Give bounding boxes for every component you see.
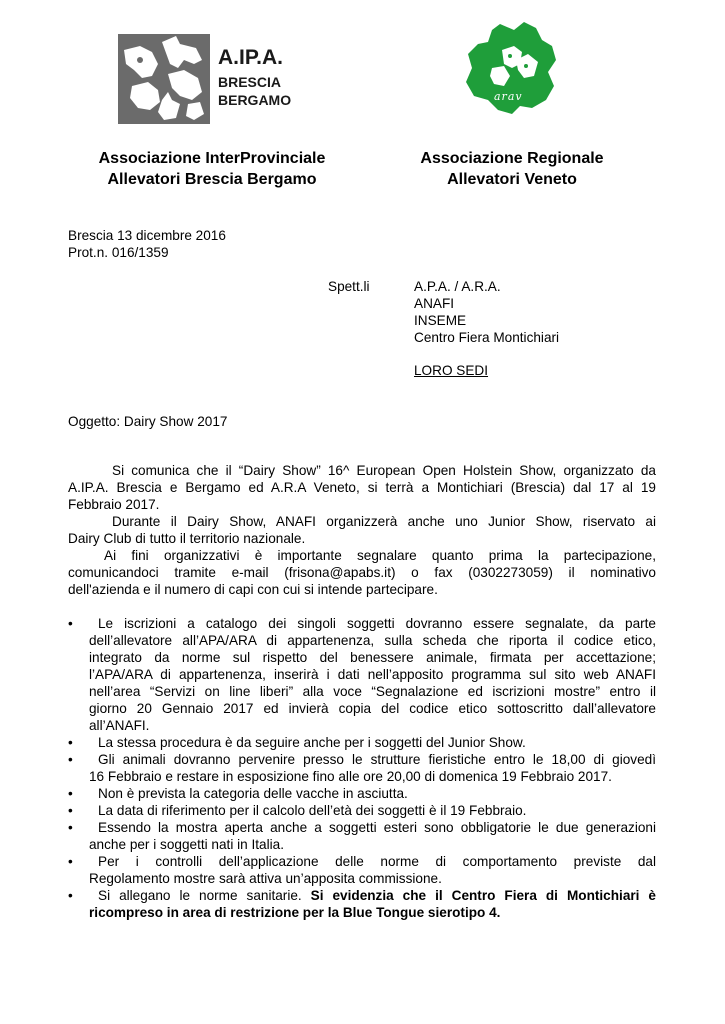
bullet-8-line-1: [98, 887, 656, 904]
recipient-3: INSEME: [414, 313, 467, 328]
bullet-icon: •: [68, 752, 73, 767]
recipient-4: Centro Fiera Montichiari: [414, 330, 560, 345]
paragraph-3-line-1: Ai fini organizzativi è importante segnalare quanto prima la partecipazione,: [104, 548, 656, 563]
recipient-1: A.P.A. / A.R.A.: [414, 279, 501, 294]
org-left-heading: [70, 148, 354, 190]
bullet-icon: •: [68, 735, 73, 750]
recipients-label: Spett.li: [328, 279, 370, 294]
paragraph-1-line-2: A.IP.A. Brescia e Bergamo ed A.R.A Veneto, si terrà a Montichiari (Brescia) dal 17 al 19: [68, 480, 656, 495]
bullet-icon: •: [68, 616, 73, 631]
paragraph-2-line-1: Durante il Dairy Show, ANAFI organizzerà anche uno Junior Show, riservato ai: [112, 514, 656, 529]
recipient-2: ANAFI: [414, 296, 455, 311]
arav-logo-text: arav: [494, 90, 523, 103]
org-left-line1: Associazione InterProvinciale: [98, 150, 326, 167]
aipa-logo-line3: BERGAMO: [218, 92, 292, 108]
bullet-3-line-1: Gli animali dovranno pervenire presso le strutture fieristiche entro le 18,00 di giovedì: [98, 752, 656, 767]
bullet-4-line-1: Non è prevista la categoria delle vacche in asciutta.: [98, 786, 408, 801]
bullet-8-line-2: [89, 904, 500, 921]
bullet-5-line-1: La data di riferimento per il calcolo dell’età dei soggetti è il 19 Febbraio.: [98, 803, 527, 818]
letter-date: Brescia 13 dicembre 2016: [68, 228, 226, 243]
bullet-7-line-1: Per i controlli dell’applicazione delle norme di comportamento previste dal: [98, 854, 656, 869]
aipa-logo-line2: BRESCIA: [218, 74, 282, 90]
animals-logo-icon: [118, 34, 210, 124]
bullet-icon: •: [68, 803, 73, 818]
loro-sedi: LORO SEDI: [414, 363, 489, 378]
bullet-6-line-2: anche per i soggetti nati in Italia.: [89, 837, 284, 852]
paragraph-2-line-2: Dairy Club di tutto il territorio nazionale.: [68, 531, 306, 546]
paragraph-3-line-3: dell'azienda e il numero di capi con cui si intende partecipare.: [68, 582, 438, 597]
bullet-1-line-2: dell’allevatore all’APA/ARA di appartenenza, sulla scheda che riporta il codice etico,: [89, 633, 656, 648]
protocol-number: Prot.n. 016/1359: [68, 245, 169, 260]
bullet-1-line-1: Le iscrizioni a catalogo dei singoli soggetti dovranno essere segnalate, da parte: [98, 616, 656, 631]
org-left-line2: Allevatori Brescia Bergamo: [107, 171, 317, 188]
bullet-6-line-1: Essendo la mostra aperta anche a soggetti esteri sono obbligatorie le due generazioni: [98, 820, 656, 835]
org-right-heading: [396, 148, 628, 190]
bullet-3-line-2: 16 Febbraio e restare in esposizione fino alle ore 20,00 di domenica 19 Febbraio 2017.: [89, 769, 612, 784]
bullet-2-line-1: La stessa procedura è da seguire anche per i soggetti del Junior Show.: [98, 735, 526, 750]
bullet-icon: •: [68, 786, 73, 801]
aipa-logo: [118, 34, 308, 124]
paragraph-1-line-1: Si comunica che il “Dairy Show” 16^ European Open Holstein Show, organizzato da: [112, 463, 656, 478]
bullet-1-line-5: nell’area “Servizi on line liberi” alla voce “Segnalazione ed iscrizioni mostre” entro il: [89, 684, 656, 699]
paragraph-1-line-3: Febbraio 2017.: [68, 497, 160, 512]
aipa-logo-line1: A.IP.A.: [218, 46, 283, 69]
bullet-8-bold-2: ricompreso in area di restrizione per la Blue Tongue sierotipo 4.: [89, 905, 501, 920]
bullet-1-line-4: l’APA/ARA di appartenenza, inserirà i dati nell’apposito programma sul sito web ANAFI: [89, 667, 656, 682]
org-right-line2: Allevatori Veneto: [447, 171, 577, 188]
paragraph-3-line-2: comunicandoci tramite e-mail (frisona@apabs.it) o fax (0302273059) il nominativo: [68, 565, 656, 580]
bullet-icon: •: [68, 820, 73, 835]
org-right-line1: Associazione Regionale: [420, 150, 604, 167]
subject-line: Oggetto: Dairy Show 2017: [68, 414, 228, 429]
bullet-7-line-2: Regolamento mostre sarà attiva un’apposita commissione.: [89, 871, 442, 886]
bullet-8-plain: Si allegano le norme sanitarie.: [98, 888, 311, 903]
bullet-8-bold-1: Si evidenzia che il Centro Fiera di Montichiari è: [310, 888, 656, 903]
bullet-1-line-6: giorno 20 Gennaio 2017 ed invierà copia del codice etico sottoscritto dall’allevatore: [89, 701, 656, 716]
bullet-icon: •: [68, 888, 73, 903]
bullet-1-line-3: integrato da norme sul rispetto del benessere animale, firmata per accettazione;: [89, 650, 656, 665]
bullet-1-line-7: all’ANAFI.: [89, 718, 150, 733]
bullet-icon: •: [68, 854, 73, 869]
